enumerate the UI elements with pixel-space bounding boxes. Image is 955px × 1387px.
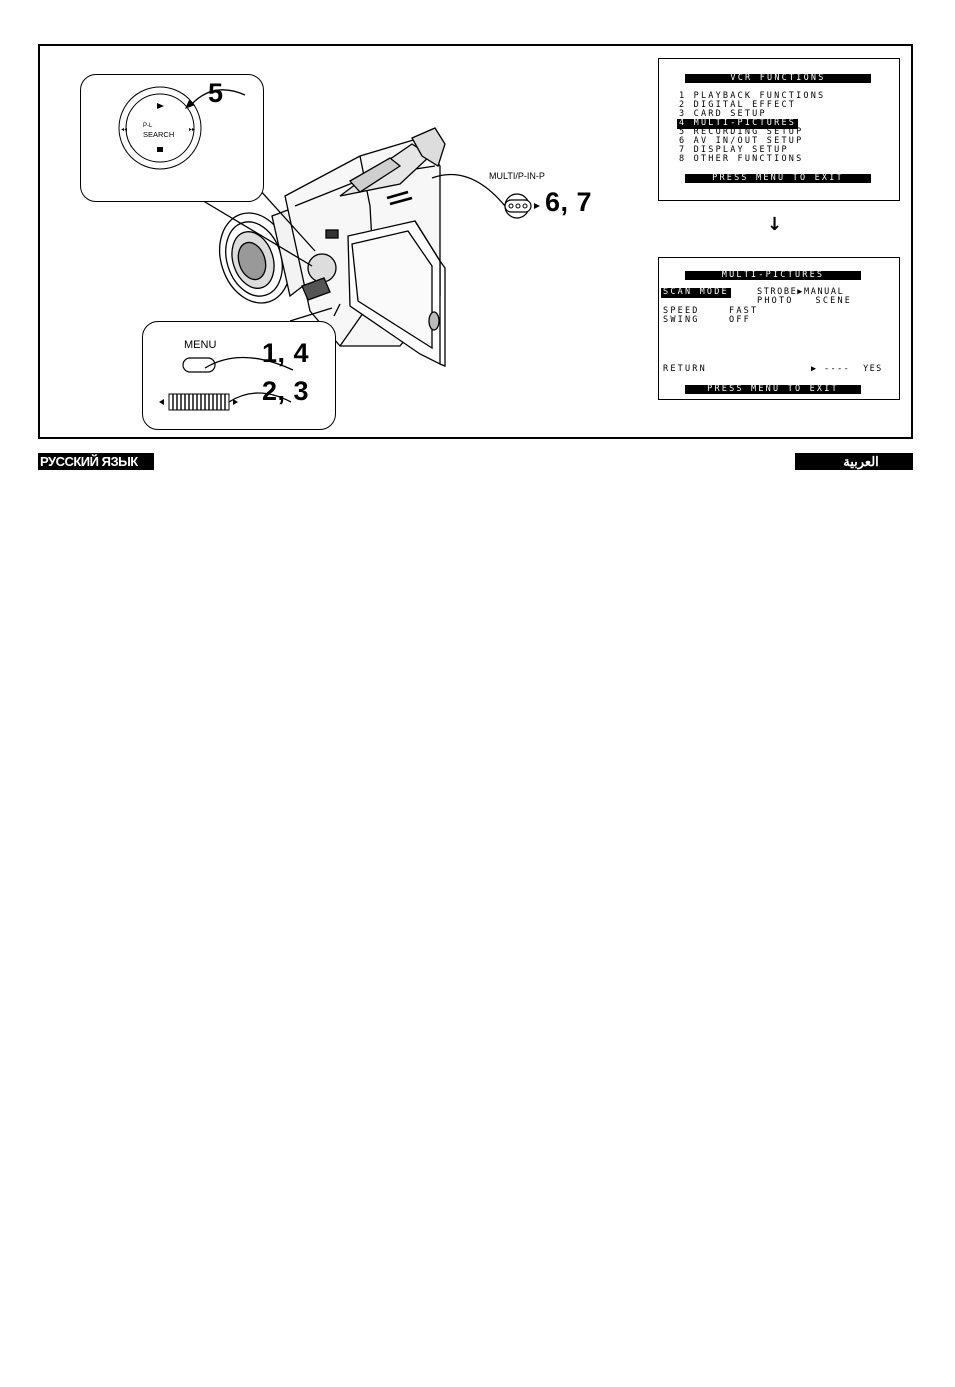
search-dial-callout bbox=[80, 74, 264, 202]
language-tab-russian: РУССКИЙ ЯЗЫК bbox=[38, 453, 154, 470]
search-top-label: P-L bbox=[143, 123, 153, 129]
svg-text:◂◂: ◂◂ bbox=[121, 127, 128, 133]
return-value: ▶ ---- YES bbox=[811, 364, 883, 374]
speed-value: FAST bbox=[729, 306, 759, 316]
scan-mode-label: SCAN MODE bbox=[663, 287, 729, 297]
menu-button-label: MENU bbox=[184, 339, 217, 351]
step-5-label: 5 bbox=[208, 78, 224, 108]
menu-item-digital-effect: 2 DIGITAL EFFECT bbox=[679, 100, 797, 110]
multi-button-icon bbox=[498, 192, 542, 220]
multi-pictures-footer: PRESS MENU TO EXIT bbox=[685, 385, 861, 394]
swing-value: OFF bbox=[729, 315, 751, 325]
down-arrow-icon: ↓ bbox=[767, 214, 783, 235]
step-1-4-label: 1, 4 bbox=[262, 338, 310, 368]
return-label: RETURN bbox=[663, 364, 707, 374]
vcr-functions-footer: PRESS MENU TO EXIT bbox=[685, 174, 871, 183]
scan-mode-options-2: PHOTO SCENE bbox=[757, 296, 853, 306]
vcr-functions-screen bbox=[658, 58, 900, 201]
step-6-7-label: 6, 7 bbox=[545, 187, 593, 217]
step-2-3-label: 2, 3 bbox=[262, 376, 310, 406]
language-tab-arabic: العربية bbox=[795, 453, 913, 470]
multi-pictures-screen bbox=[658, 257, 900, 400]
instruction-figure bbox=[38, 44, 913, 439]
menu-item-multi-pictures: 4 MULTI-PICTURES bbox=[679, 118, 797, 128]
speed-label: SPEED bbox=[663, 306, 700, 316]
multi-pinp-label: MULTI/P-IN-P bbox=[489, 171, 545, 181]
menu-item-other-functions: 8 OTHER FUNCTIONS bbox=[679, 154, 804, 164]
menu-item-av-in-out: 6 AV IN/OUT SETUP bbox=[679, 136, 804, 146]
swing-label: SWING bbox=[663, 315, 700, 325]
svg-text:▸▸: ▸▸ bbox=[189, 127, 196, 133]
search-label: SEARCH bbox=[143, 130, 175, 139]
menu-item-display-setup: 7 DISPLAY SETUP bbox=[679, 145, 789, 155]
menu-item-playback: 1 PLAYBACK FUNCTIONS bbox=[679, 91, 826, 101]
menu-item-card-setup: 3 CARD SETUP bbox=[679, 109, 767, 119]
multi-pictures-title: MULTI-PICTURES bbox=[685, 271, 861, 280]
scan-mode-value: STROBE▶MANUAL bbox=[757, 287, 845, 297]
menu-item-recording-setup: 5 RECORDING SETUP bbox=[679, 127, 804, 137]
vcr-functions-title: VCR FUNCTIONS bbox=[685, 74, 871, 83]
